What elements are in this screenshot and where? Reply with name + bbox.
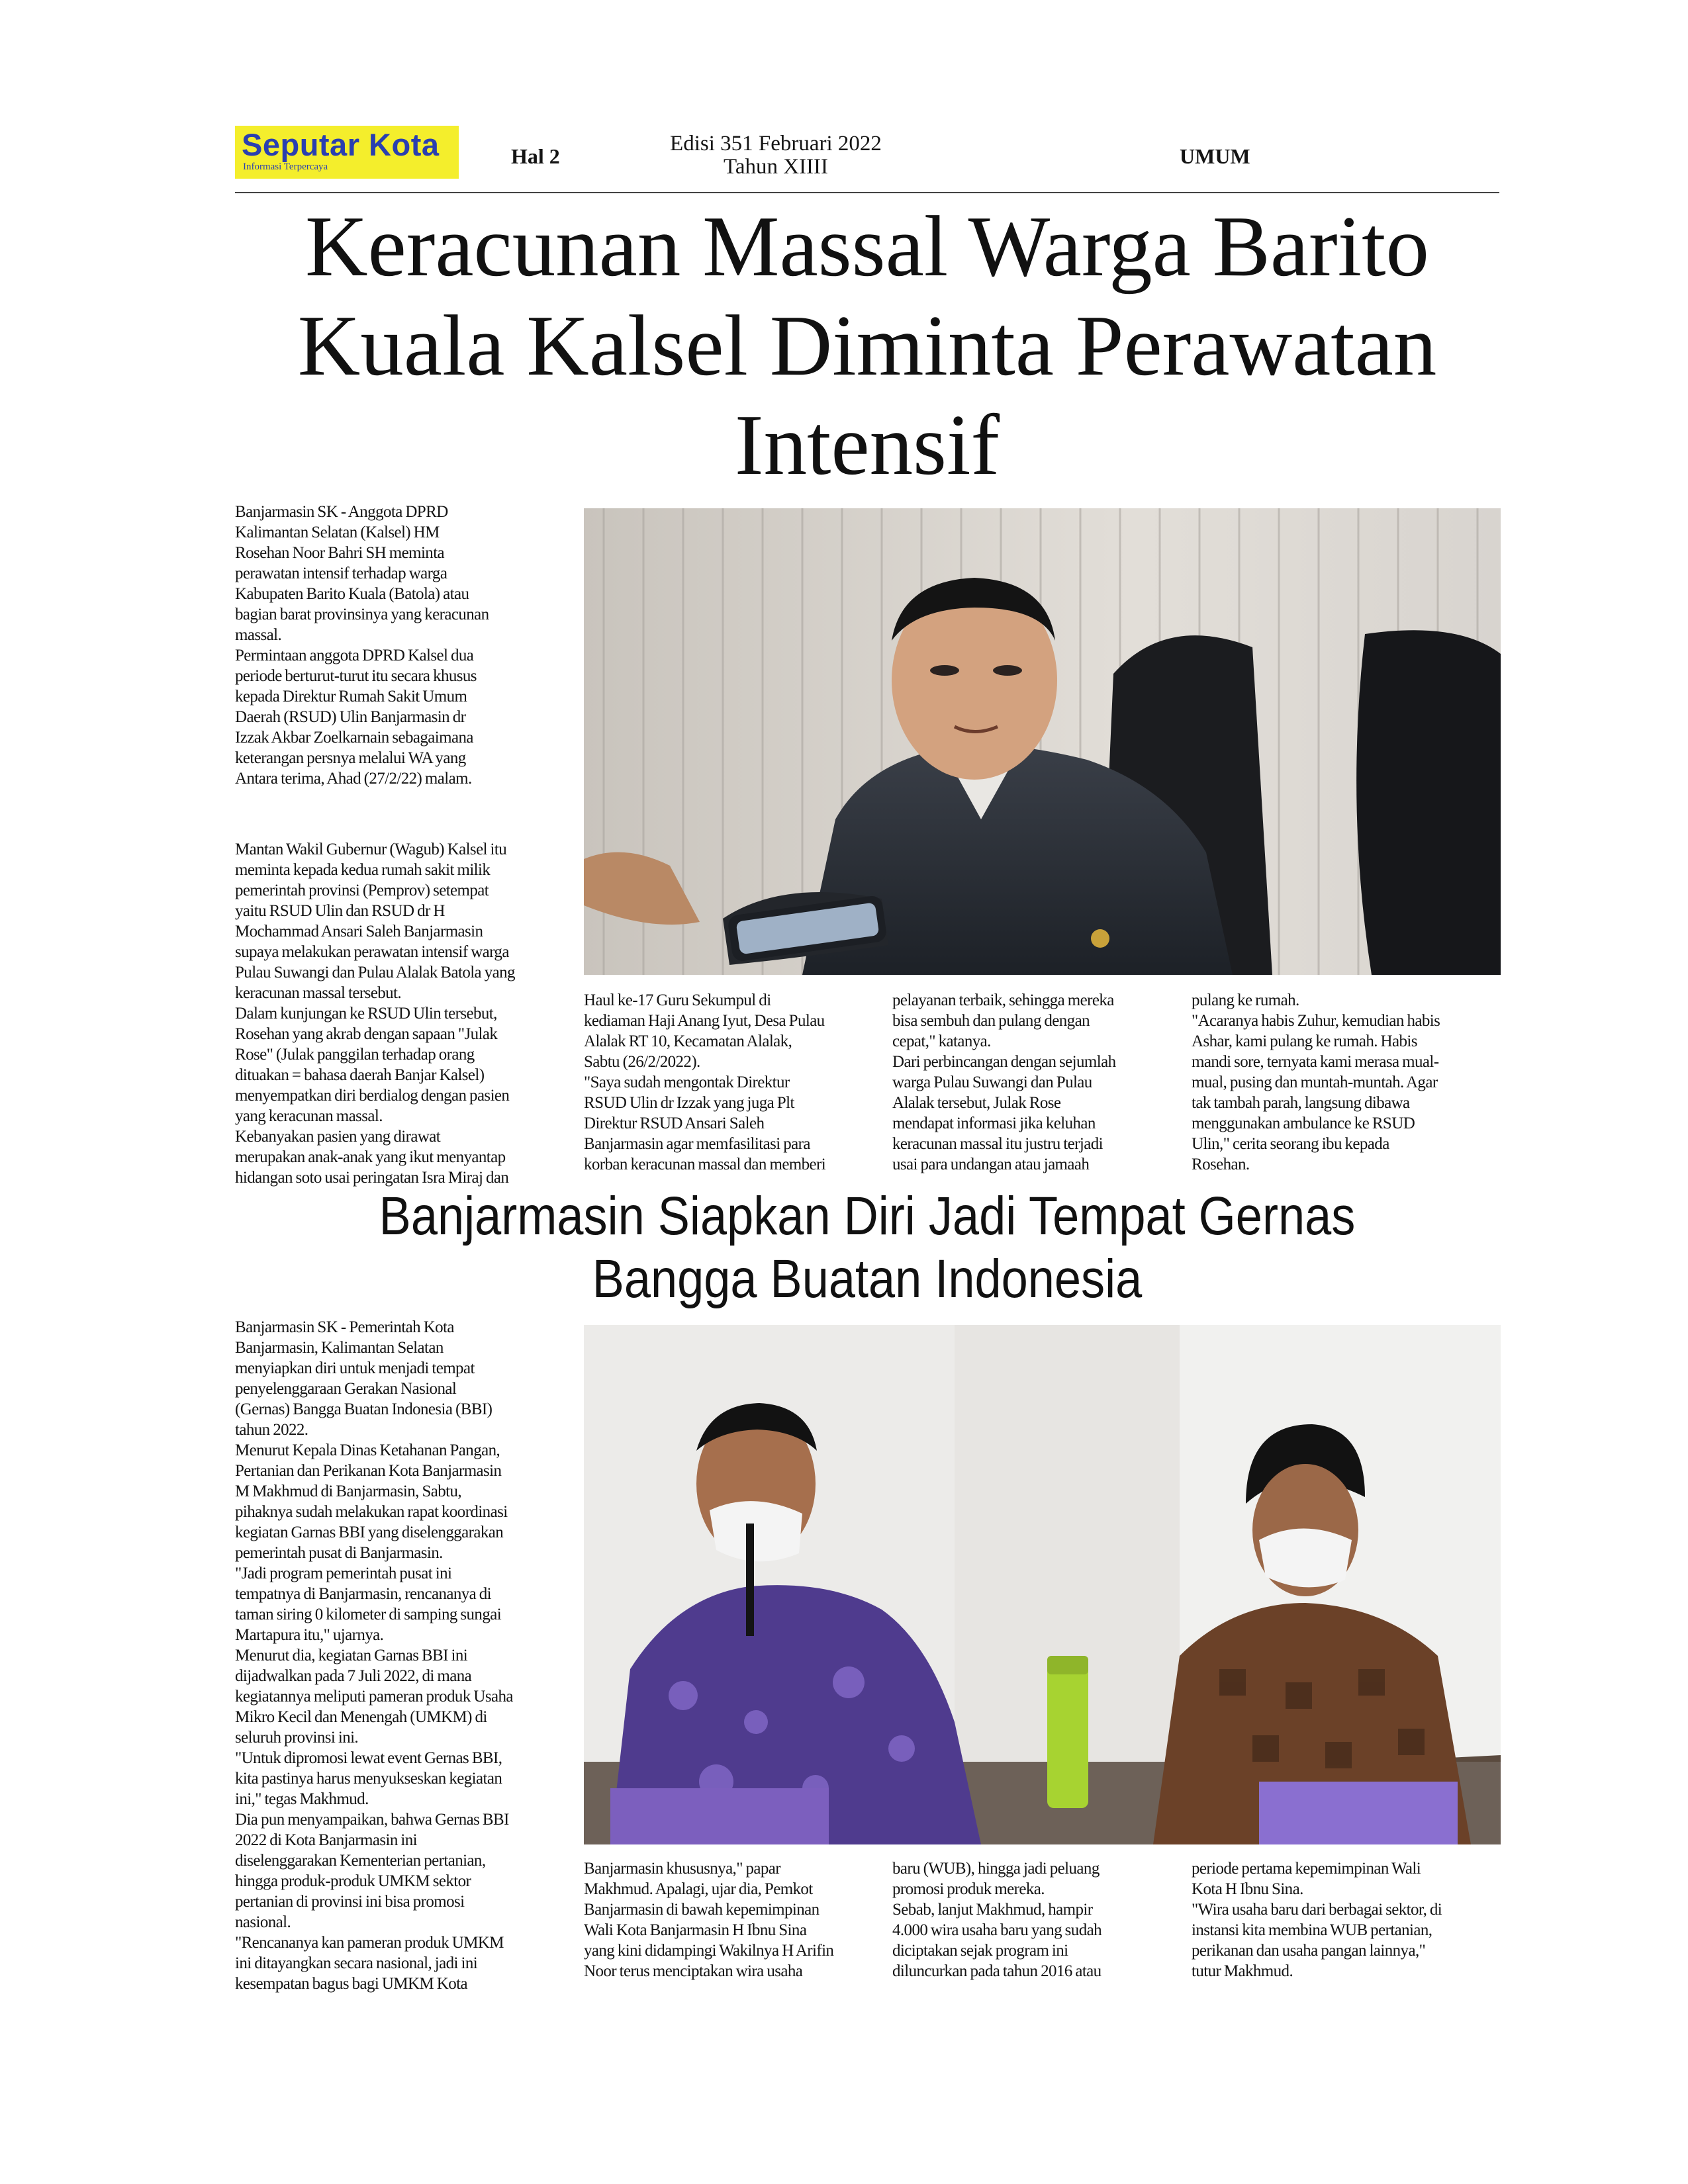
article2-col4: periode pertama kepemimpinan Wali Kota H Ibnu Sina. "Wira usaha baru dari berbagai sektor, di instansi kita membina WUB pertanian, perikanan dan usaha pangan lainnya," tutur Makhmud.	[1192, 1860, 1442, 1980]
article1-col2: Haul ke-17 Guru Sekumpul di kediaman Haji Anang Iyut, Desa Pulau Alalak RT 10, Kecamatan Alalak, Sabtu (26/2/2022). "Saya sudah mengontak Direktur RSUD Ulin dr Izzak yang juga Plt Direktur RSUD Ansari Saleh Banjarmasin agar memfasilitasi para korban keracunan massal dan memberi	[584, 991, 826, 1173]
article1-col1-bottom: Mantan Wakil Gubernur (Wagub) Kalsel itu meminta kepada kedua rumah sakit milik pemerintah provinsi (Pemprov) setempat yaitu RSUD Ulin dan RSUD dr H Mochammad Ansari Saleh Banjarmasin supaya melakukan perawatan intensif warga Pulau Suwangi dan Pulau Alalak Batola yang keracunan massal tersebut. Dalam kunjungan ke RSUD Ulin tersebut, Rosehan yang akrab dengan sapaan "Julak Rose" (Julak panggilan terhadap orang dituakan = bahasa daerah Banjar Kalsel) menyempatkan diri berdialog dengan pasien yang keracunan massal. Kebanyakan pasien yang dirawat merupakan anak-anak yang ikut menyantap hidangan soto usai peringatan Isra Miraj dan	[235, 841, 515, 1187]
article2-headline: Banjarmasin Siapkan Diri Jadi Tempat Gernas Bangga Buatan Indonesia	[379, 1186, 1356, 1309]
article2-col2: Banjarmasin khususnya," papar Makhmud. Apalagi, ujar dia, Pemkot Banjarmasin di bawah kepemimpinan Wali Kota Banjarmasin H Ibnu Sina yang kini didampingi Wakilnya H Arifin Noor terus menciptakan wira usaha	[584, 1860, 834, 1980]
article1-photo	[584, 508, 1501, 975]
article2-photo	[584, 1325, 1501, 1844]
logo-tagline: Informasi Terpercaya	[243, 161, 328, 172]
article1-col1-top: Banjarmasin SK - Anggota DPRD Kalimantan Selatan (Kalsel) HM Rosehan Noor Bahri SH meminta perawatan intensif terhadap warga Kabupaten Barito Kuala (Batola) atau bagian barat provinsinya yang keracunan massal. Permintaan anggota DPRD Kalsel dua periode berturut-turut itu secara khusus kepada Direktur Rumah Sakit Umum Daerah (RSUD) Ulin Banjarmasin dr Izzak Akbar Zoelkarnain sebagaimana keterangan persnya melalui WA yang Antara terima, Ahad (27/2/22) malam.	[235, 503, 489, 788]
masthead-logo	[235, 126, 459, 179]
article1-col3: pelayanan terbaik, sehingga mereka bisa sembuh dan pulang dengan cepat," katanya. Dari perbincangan dengan sejumlah warga Pulau Suwangi dan Pulau Alalak tersebut, Julak Rose mendapat informasi jika keluhan keracunan massal itu justru terjadi usai para undangan atau jamaah	[892, 991, 1116, 1173]
page-number: Hal 2	[511, 144, 560, 168]
article1-col4: pulang ke rumah. "Acaranya habis Zuhur, kemudian habis Ashar, kami pulang ke rumah. Habis mandi sore, ternyata kami merasa mual- mual, pusing dan muntah-muntah. Agar tak tambah parah, langsung dibawa menggunakan ambulance ke RSUD Ulin," cerita seorang ibu kepada Rosehan.	[1192, 991, 1440, 1173]
edition-info: Edisi 351 Februari 2022 Tahun XIIII	[670, 132, 882, 179]
section-label: UMUM	[1180, 144, 1250, 168]
article2-col3: baru (WUB), hingga jadi peluang promosi produk mereka. Sebab, lanjut Makhmud, hampir 4.000 wira usaha baru yang sudah diciptakan sejak program ini diluncurkan pada tahun 2016 atau	[892, 1860, 1102, 1980]
article2-col1: Banjarmasin SK - Pemerintah Kota Banjarmasin, Kalimantan Selatan menyiapkan diri untuk menjadi tempat penyelenggaraan Gerakan Nasional (Gernas) Bangga Buatan Indonesia (BBI) tahun 2022. Menurut Kepala Dinas Ketahanan Pangan, Pertanian dan Perikanan Kota Banjarmasin M Makhmud di Banjarmasin, Sabtu, pihaknya sudah melakukan rapat koordinasi kegiatan Garnas BBI yang diselenggarakan pemerintah pusat di Banjarmasin. "Jadi program pemerintah pusat ini tempatnya di Banjarmasin, rencananya di taman siring 0 kilometer di samping sungai Martapura itu," ujarnya. Menurut dia, kegiatan Garnas BBI ini dijadwalkan pada 7 Juli 2022, di mana kegiatannya meliputi pameran produk Usaha Mikro Kecil dan Menengah (UMKM) di seluruh provinsi ini. "Untuk dipromosi lewat event Gernas BBI, kita pastinya harus menyukseskan kegiatan ini," tegas Makhmud. Dia pun menyampaikan, bahwa Gernas BBI 2022 di Kota Banjarmasin ini diselenggarakan Kementerian pertanian, hingga produk-produk UMKM sektor pertanian di provinsi ini bisa promosi nasional. "Rencananya kan pameran produk UMKM ini ditayangkan secara nasional, jadi ini kesempatan bagus bagi UMKM Kota	[235, 1318, 513, 1993]
header-rule	[235, 192, 1499, 193]
article1-headline: Keracunan Massal Warga Barito Kuala Kalsel Diminta Perawatan Intensif	[297, 199, 1437, 493]
logo-title: Seputar Kota	[242, 127, 440, 162]
